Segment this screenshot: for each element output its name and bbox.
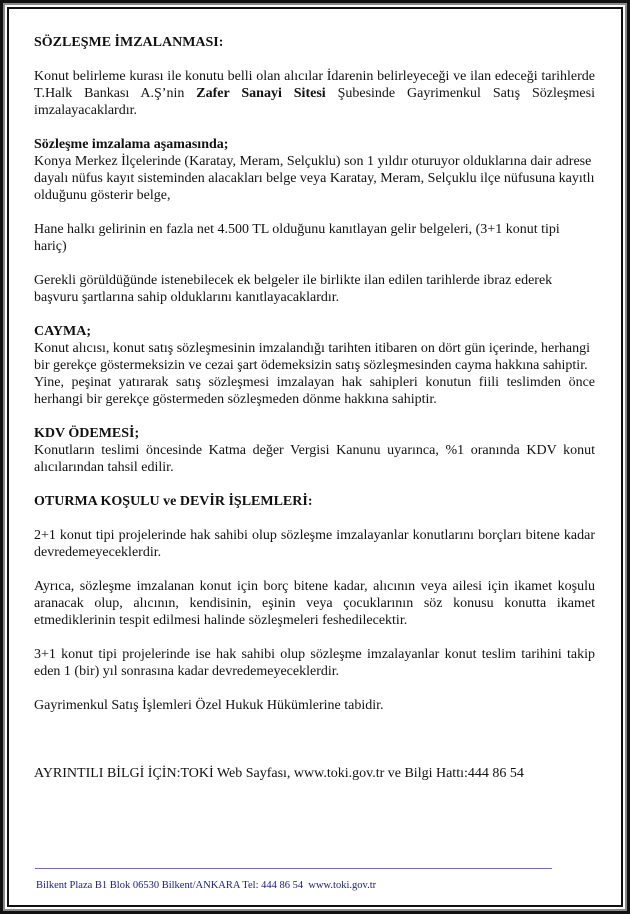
spacer [34,306,595,323]
spacer [34,629,595,646]
vat-paragraph: Konutların teslimi öncesinde Katma değer Vergisi Kanunu uyarınca, %1 oranında KDV konut alıcılarından tahsil edilir. [34,443,595,475]
residence-paragraph-1: 2+1 konut tipi projelerinde hak sahibi olup sözleşme imzalayanlar konutlarını borçları bitene kadar devredemeyeceklerdir. [34,528,595,560]
spacer [34,255,595,272]
heading-residence-transfer: OTURMA KOŞULU ve DEVİR İŞLEMLERİ: [34,494,313,509]
spacer [34,408,595,425]
spacer [34,510,595,527]
spacer [34,561,595,578]
signing-stage-paragraph-1: Konya Merkez İlçelerinde (Karatay, Meram, Selçuklu) son 1 yıldır oturuyor olduklarına dair adrese dayalı nüfus kayıt sisteminden alacakları belge veya Karatay, Meram, Selçuklu ilçe nüfusuna kayıtlı olduğunu gösterir belge, [34,154,595,203]
spacer [34,476,595,493]
spacer [34,17,595,34]
footer-address: Bilkent Plaza B1 Blok 06530 Bilkent/ANKARA Tel: 444 86 54 www.toki.gov.tr [36,880,377,891]
spacer [34,680,595,697]
footer-divider [35,868,552,869]
branch-name: Zafer Sanayi Sitesi [196,86,326,101]
spacer [34,714,595,765]
spacer [34,119,595,136]
info-line: AYRINTILI BİLGİ İÇİN:TOKİ Web Sayfası, www.toki.gov.tr ve Bilgi Hattı:444 86 54 [34,766,524,781]
heading-signing-stage: Sözleşme imzalama aşamasında; [34,137,229,152]
withdrawal-paragraph-1: Konut alıcısı, konut satış sözleşmesinin imzalandığı tarihten itibaren on dört gün içerinde, herhangi bir gerekçe göstermeksizin ve cezai şart ödemeksizin satış sözleşmesinden cayma hakkına sahiptir. [34,341,590,373]
spacer [34,51,595,68]
heading-withdrawal: CAYMA; [34,324,92,339]
heading-contract-signing: SÖZLEŞME İMZALANMASI: [34,35,224,50]
contract-intro-part2: Şubesinde Gayrimenkul Satış Sözleşmesi imzalayacaklardır. [34,86,595,118]
document-body [34,17,595,782]
residence-paragraph-4: Gayrimenkul Satış İşlemleri Özel Hukuk Hükümlerine tabidir. [34,698,384,713]
residence-paragraph-3: 3+1 konut tipi projelerinde ise hak sahibi olup sözleşme imzalayanlar konut teslim tarihini takip eden 1 (bir) yıl sonrasına kadar devredemeyeceklerdir. [34,647,595,679]
residence-paragraph-2: Ayrıca, sözleşme imzalanan konut için borç bitene kadar, alıcının veya ailesi için ikamet koşulu aranacak olup, alıcının, kendisinin, eşinin veya çocuklarının söz konusu konutta ikamet etmediklerinin tespit edilmesi halinde sözleşmeleri feshedilecektir. [34,579,595,628]
withdrawal-paragraph-2: Yine, peşinat yatırarak satış sözleşmesi imzalayan hak sahipleri konutun fiili teslimden önce herhangi bir gerekçe göstermeden sözleşmeden dönme hakkına sahiptir. [34,375,595,407]
heading-vat-payment: KDV ÖDEMESİ; [34,426,140,441]
contract-intro-paragraph [34,68,595,119]
contract-intro-part1: Konut belirleme kurası ile konutu belli olan alıcılar İdarenin belirleyeceği ve ilan edeceği tarihlerde T.Halk Bankası A.Ş’nin [34,69,595,101]
spacer [34,204,595,221]
signing-stage-paragraph-2: Hane halkı gelirinin en fazla net 4.500 TL olduğunu kanıtlayan gelir belgeleri, (3+1 konut tipi hariç) [34,222,560,254]
signing-stage-paragraph-3: Gerekli görüldüğünde istenebilecek ek belgeler ile birlikte ilan edilen tarihlerde ibraz ederek başvuru şartlarına sahip olduklarını kanıtlayacaklardır. [34,273,553,305]
